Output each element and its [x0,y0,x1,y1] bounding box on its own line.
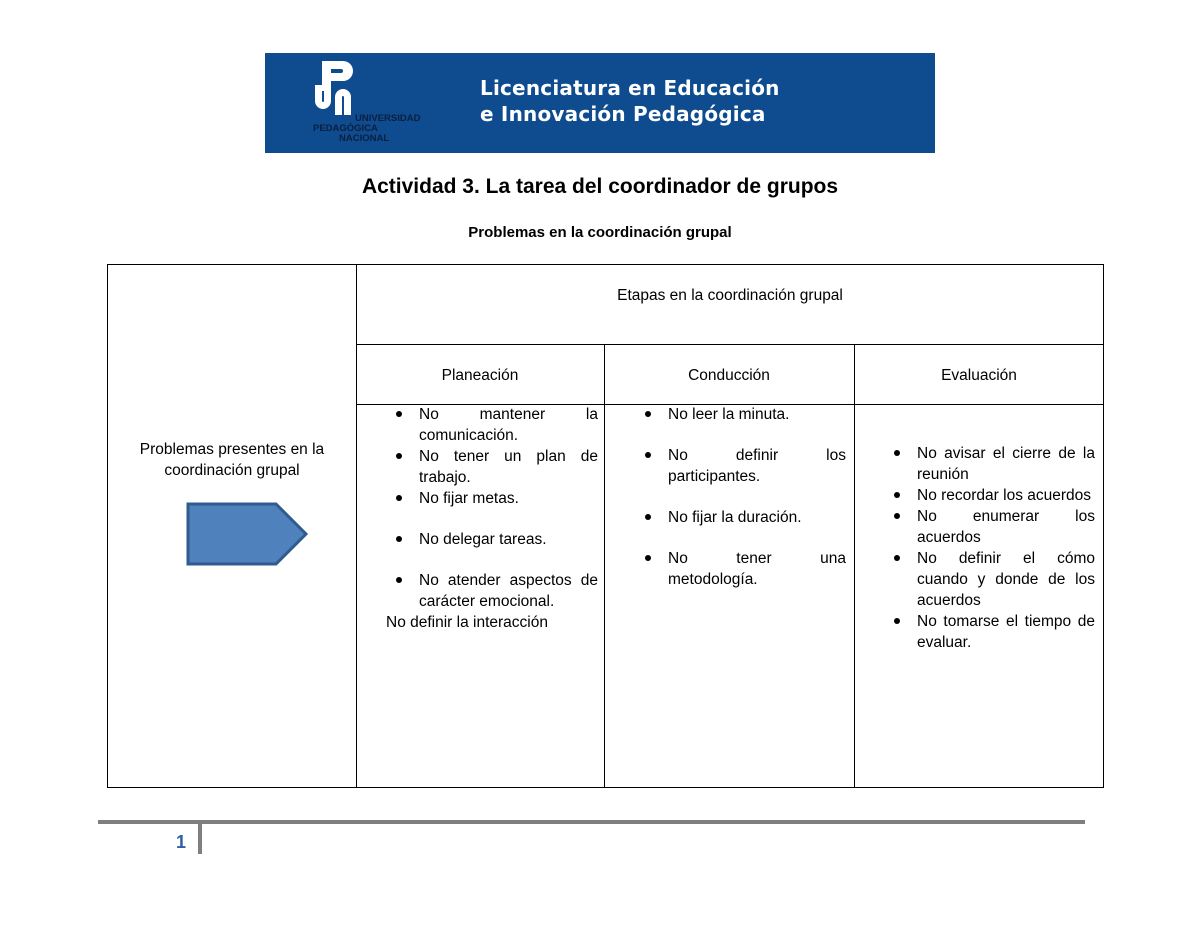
list-item: No mantener la comunicación. [386,404,598,446]
logo-caption-line: UNIVERSIDAD [355,113,421,124]
upn-logo-icon [309,59,369,115]
table-divider [356,264,357,788]
header-banner [265,53,935,153]
document-title: Actividad 3. La tarea del coordinador de grupos [361,175,839,198]
table-divider [356,344,1104,345]
list-item: No delegar tareas. [386,529,598,550]
document-subtitle: Problemas en la coordinación grupal [468,224,732,241]
footer-rule [98,820,1085,824]
column-header-planeacion: Planeación [441,367,519,384]
row-header-cell: Problemas presentes en la coordinación grupal [139,441,325,479]
logo-caption-line: PEDAGÓGICA [313,123,378,134]
pentagon-arrow-icon [186,502,310,566]
list-item: No avisar el cierre de la reunión [884,443,1095,485]
list-item: No leer la minuta. [635,404,846,425]
list-item: No enumerar los acuerdos [884,506,1095,548]
list-item: No definir el cómo cuando y donde de los acuerdos [884,548,1095,611]
list-item: No tener una metodología. [635,548,846,590]
list-item: No fijar metas. [386,488,598,509]
page-number-bar [198,824,202,854]
conduccion-list [635,404,846,590]
table-divider [854,344,855,788]
evaluacion-list [884,443,1095,653]
logo-caption [311,114,421,144]
list-item: No fijar la duración. [635,507,846,528]
list-item: No recordar los acuerdos [884,485,1095,506]
column-header-evaluacion: Evaluación [941,367,1017,384]
column-header-conduccion: Conducción [688,367,770,384]
stages-header-cell: Etapas en la coordinación grupal [617,287,843,304]
list-item: No tener un plan de trabajo. [386,446,598,488]
planeacion-list [386,404,598,633]
banner-title-line: e Innovación Pedagógica [480,102,766,126]
list-item: No atender aspectos de carácter emocional. [386,570,598,612]
list-item: No tomarse el tiempo de evaluar. [884,611,1095,653]
table-divider [604,344,605,788]
logo-caption-line: NACIONAL [339,133,390,144]
list-item: No definir los participantes. [635,445,846,487]
banner-title-line: Licenciatura en Educación [480,76,780,100]
banner-title [480,75,780,127]
list-trailing-text: No definir la interacción [386,614,548,631]
page-number: 1 [176,832,187,852]
